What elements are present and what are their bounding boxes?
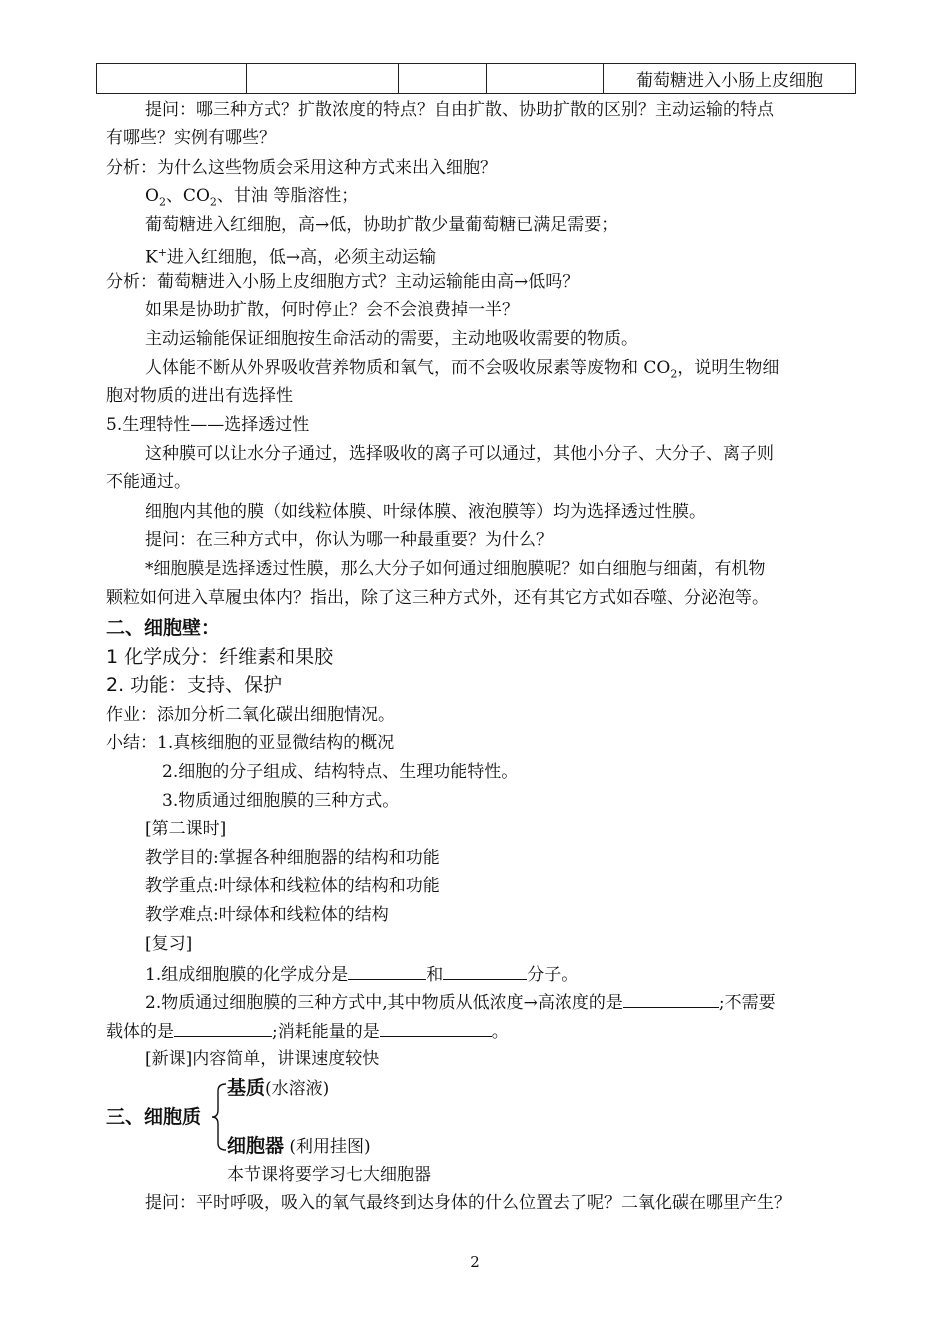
teaching-difficulty: 教学难点:叶绿体和线粒体的结构 (145, 905, 389, 925)
text-line: 细胞内其他的膜（如线粒体膜、叶绿体膜、液泡膜等）均为选择透过性膜。 (145, 502, 706, 522)
review-question-2: 2.物质通过细胞膜的三种方式中,其中物质从低浓度→高浓度的是 ;不需要 (145, 989, 776, 1015)
analysis-line: 分析：为什么这些物质会采用这种方式来出入细胞？ (106, 158, 497, 178)
text-line: 不能通过。 (106, 472, 191, 492)
summary-line: 2.细胞的分子组成、结构特点、生理功能特性。 (162, 762, 519, 782)
glucose-line: 葡萄糖进入红细胞，高→低，协助扩散少量葡萄糖已满足需要； (145, 215, 619, 235)
review-label: [复习] (145, 934, 193, 954)
text-line: 人体能不断从外界吸收营养物质和氧气，而不会吸收尿素等废物和 $CO_2$，说明生物细 (145, 358, 780, 381)
new-lesson-label: [新课]内容简单，讲课速度较快 (145, 1049, 380, 1069)
organelle-branch: 细胞器 (利用挂图) (227, 1135, 371, 1157)
table-cell (247, 64, 399, 94)
matrix-branch: 基质(水溶液) (227, 1077, 330, 1099)
table-fragment (96, 63, 856, 94)
review-question-1: 1.组成细胞膜的化学成分是 和 分子。 (145, 961, 578, 987)
lesson-label: [第二课时] (145, 819, 227, 839)
answer-blank (174, 1018, 272, 1037)
text-line: 本节课将要学习七大细胞器 (227, 1165, 431, 1185)
table-cell: 葡萄糖进入小肠上皮细胞 (604, 64, 856, 94)
analysis-line: 分析：葡萄糖进入小肠上皮细胞方式？主动运输能由高→低吗？ (106, 272, 580, 292)
text-line: 如果是协助扩散，何时停止？会不会浪费掉一半？ (145, 300, 519, 320)
page-number: 2 (470, 1253, 480, 1271)
question-line: 提问：哪三种方式？扩散浓度的特点？自由扩散、协助扩散的区别？主动运输的特点 (145, 100, 774, 120)
question-line: 提问：在三种方式中，你认为哪一种最重要？为什么？ (145, 530, 553, 550)
table-cell (97, 64, 247, 94)
homework-line: 作业：添加分析二氧化碳出细胞情况。 (106, 705, 395, 725)
text-line: 主动运输能保证细胞按生命活动的需要，主动地吸收需要的物质。 (145, 329, 638, 349)
teaching-goal: 教学目的:掌握各种细胞器的结构和功能 (145, 848, 440, 868)
answer-blank (443, 961, 527, 980)
summary-line: 小结：1.真核细胞的亚显微结构的概况 (106, 733, 395, 753)
text-line: *细胞膜是选择透过性膜，那么大分子如何通过细胞膜呢？如白细胞与细菌，有机物 (145, 559, 766, 579)
answer-blank (380, 1018, 492, 1037)
section-5: 5.生理特性——选择透过性 (106, 415, 310, 435)
heading-cell-wall: 二、细胞壁： (106, 617, 221, 639)
teaching-focus: 教学重点:叶绿体和线粒体的结构和功能 (145, 876, 440, 896)
curly-brace-icon (211, 1083, 227, 1151)
lipid-line: $O_2$、$CO_2$、甘油 等脂溶性； (145, 186, 359, 209)
question-line: 有哪些？实例有哪些？ (106, 128, 276, 148)
table-cell (487, 64, 604, 94)
text-line: 胞对物质的进出有选择性 (106, 386, 293, 406)
review-question-2-cont: 载体的是 ;消耗能量的是 。 (106, 1018, 509, 1044)
table-row (97, 64, 856, 94)
table-cell (399, 64, 487, 94)
question-line: 提问：平时呼吸，吸入的氧气最终到达身体的什么位置去了呢？二氧化碳在哪里产生？ (145, 1193, 791, 1213)
summary-line: 3.物质通过细胞膜的三种方式。 (162, 791, 400, 811)
answer-blank (623, 989, 719, 1008)
heading-cytoplasm: 三、细胞质 (106, 1106, 202, 1128)
answer-blank (348, 961, 426, 980)
text-line: 颗粒如何进入草履虫体内？指出，除了这三种方式外，还有其它方式如吞噬、分泌泡等。 (106, 588, 769, 608)
chemical-composition: 1 化学成分：纤维素和果胶 (106, 646, 334, 668)
potassium-line: K+进入红细胞，低→高，必须主动运输 (145, 246, 437, 268)
text-line: 这种膜可以让水分子通过，选择吸收的离子可以通过，其他小分子、大分子、离子则 (145, 444, 774, 464)
function-line: 2. 功能：支持、保护 (106, 674, 283, 696)
